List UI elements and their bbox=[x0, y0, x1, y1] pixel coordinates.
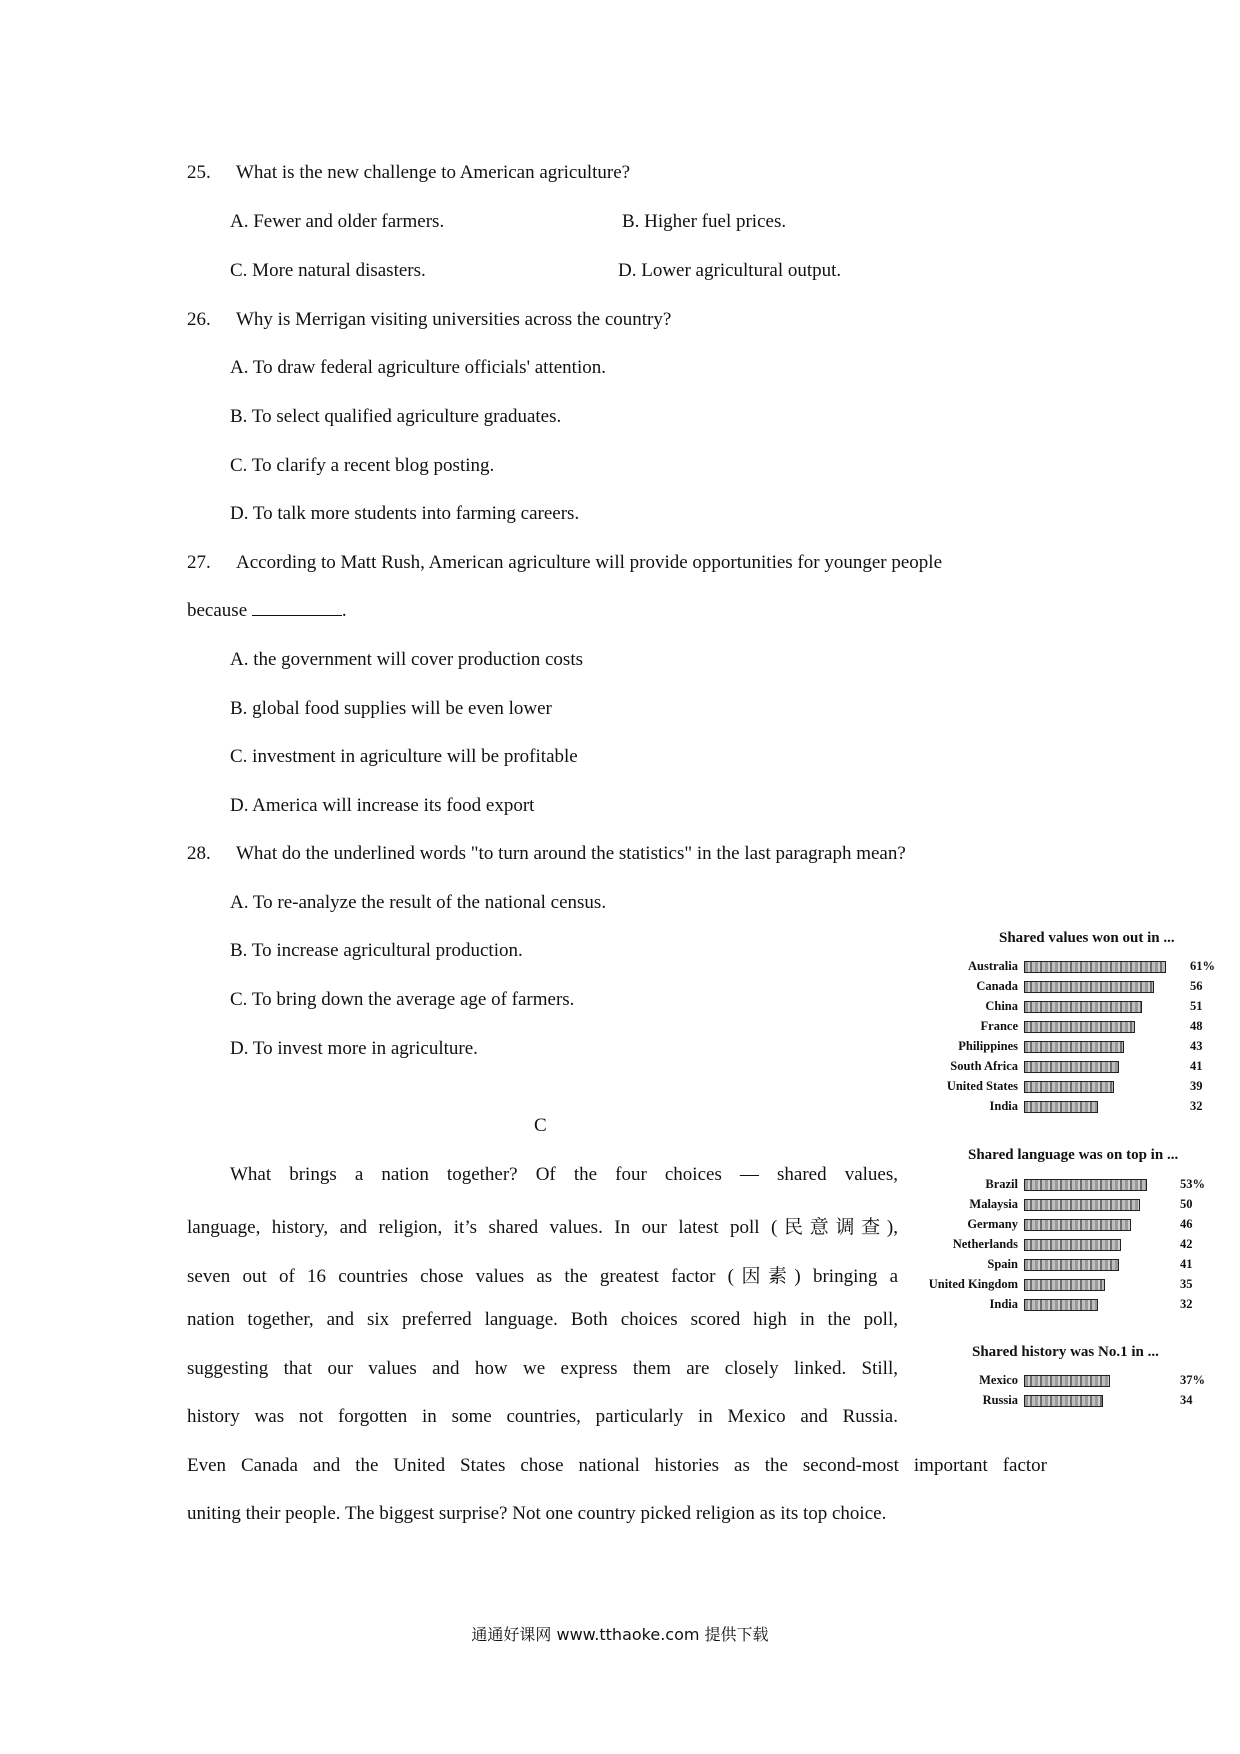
bar-value: 50 bbox=[1180, 1197, 1193, 1211]
option-27-a: A. the government will cover production costs bbox=[230, 649, 584, 670]
bar-label: Brazil bbox=[985, 1177, 1018, 1191]
option-28-d: D. To invest more in agriculture. bbox=[230, 1038, 478, 1059]
bar-value: 56 bbox=[1190, 979, 1203, 993]
passage-line: language, history, and religion, it’s shared values. In our latest poll (民意调查), bbox=[187, 1217, 898, 1238]
bar bbox=[1024, 1259, 1119, 1271]
section-letter: C bbox=[534, 1115, 547, 1136]
option-26-a: A. To draw federal agriculture officials' attention. bbox=[230, 357, 606, 378]
passage-line: What brings a nation together? Of the four choices — shared values, bbox=[230, 1164, 898, 1185]
bar bbox=[1024, 1001, 1142, 1013]
bar-label: France bbox=[980, 1019, 1018, 1033]
question-number: 25. bbox=[187, 162, 211, 183]
bar-label: Russia bbox=[982, 1393, 1018, 1407]
bar bbox=[1024, 1021, 1135, 1033]
bar bbox=[1024, 1041, 1124, 1053]
bar-value: 51 bbox=[1190, 999, 1203, 1013]
bar-value: 61% bbox=[1190, 959, 1215, 973]
bar-value: 53% bbox=[1180, 1177, 1205, 1191]
passage-line: uniting their people. The biggest surprise? Not one country picked religion as its top choice. bbox=[187, 1503, 887, 1524]
question-25-stem: 25. What is the new challenge to American agriculture? bbox=[187, 162, 631, 183]
bar-value: 48 bbox=[1190, 1019, 1203, 1033]
bar bbox=[1024, 981, 1154, 993]
option-25-d: D. Lower agricultural output. bbox=[618, 260, 842, 281]
bar bbox=[1024, 1081, 1114, 1093]
bar-label: South Africa bbox=[950, 1059, 1018, 1073]
passage-line: Even Canada and the United States chose national histories as the second-most important factor bbox=[187, 1455, 1047, 1476]
bar-label: Mexico bbox=[979, 1373, 1018, 1387]
option-26-b: B. To select qualified agriculture graduates. bbox=[230, 406, 562, 427]
chart-title: Shared language was on top in ... bbox=[968, 1147, 1179, 1163]
bar-value: 37% bbox=[1180, 1373, 1205, 1387]
bar-label: Netherlands bbox=[952, 1237, 1018, 1251]
question-number: 28. bbox=[187, 843, 211, 864]
passage-line: seven out of 16 countries chose values as the greatest factor (因素) bringing a bbox=[187, 1266, 898, 1287]
footer-source: 通通好课网 www.tthaoke.com 提供下载 bbox=[471, 1625, 769, 1644]
bar bbox=[1024, 1239, 1121, 1251]
option-28-b: B. To increase agricultural production. bbox=[230, 940, 523, 961]
bar-label: China bbox=[985, 999, 1018, 1013]
option-28-c: C. To bring down the average age of farmers. bbox=[230, 989, 575, 1010]
bar-value: 32 bbox=[1190, 1099, 1203, 1113]
bar bbox=[1024, 1279, 1105, 1291]
question-number: 27. bbox=[187, 552, 211, 573]
option-28-a: A. To re-analyze the result of the national census. bbox=[230, 892, 607, 913]
option-27-d: D. America will increase its food export bbox=[230, 795, 535, 816]
bar-label: Canada bbox=[976, 979, 1018, 993]
option-26-c: C. To clarify a recent blog posting. bbox=[230, 455, 495, 476]
question-number: 26. bbox=[187, 309, 211, 330]
bar-value: 41 bbox=[1190, 1059, 1203, 1073]
bar-value: 34 bbox=[1180, 1393, 1193, 1407]
passage-line: suggesting that our values and how we express them are closely linked. Still, bbox=[187, 1358, 898, 1379]
question-27-stem-continued: because . bbox=[187, 600, 347, 621]
bar bbox=[1024, 1199, 1140, 1211]
option-25-b: B. Higher fuel prices. bbox=[622, 211, 787, 232]
bar-label: United States bbox=[946, 1079, 1018, 1093]
bar bbox=[1024, 1061, 1119, 1073]
bar bbox=[1024, 1219, 1131, 1231]
bar-label: India bbox=[989, 1099, 1018, 1113]
bar-label: Spain bbox=[987, 1257, 1018, 1271]
bar-value: 41 bbox=[1180, 1257, 1193, 1271]
bar bbox=[1024, 1375, 1110, 1387]
option-25-c: C. More natural disasters. bbox=[230, 260, 426, 281]
bar-label: United Kingdom bbox=[928, 1277, 1018, 1291]
bar-value: 39 bbox=[1190, 1079, 1203, 1093]
bar-label: Philippines bbox=[958, 1039, 1018, 1053]
bar-value: 42 bbox=[1180, 1237, 1193, 1251]
chart-title: Shared values won out in ... bbox=[999, 930, 1175, 946]
passage-line: nation together, and six preferred language. Both choices scored high in the poll, bbox=[187, 1309, 898, 1330]
bar-value: 32 bbox=[1180, 1297, 1193, 1311]
bar bbox=[1024, 1101, 1098, 1113]
bar bbox=[1024, 1395, 1103, 1407]
option-25-a: A. Fewer and older farmers. bbox=[230, 211, 445, 232]
bar bbox=[1024, 1179, 1147, 1191]
option-27-c: C. investment in agriculture will be profitable bbox=[230, 746, 578, 767]
chart-title: Shared history was No.1 in ... bbox=[972, 1344, 1159, 1360]
bar-label: Germany bbox=[967, 1217, 1018, 1231]
bar-value: 43 bbox=[1190, 1039, 1203, 1053]
bar-value: 46 bbox=[1180, 1217, 1193, 1231]
bar-value: 35 bbox=[1180, 1277, 1193, 1291]
option-27-b: B. global food supplies will be even lower bbox=[230, 698, 552, 719]
bar-label: Australia bbox=[968, 959, 1018, 973]
bar bbox=[1024, 961, 1166, 973]
bar-label: Malaysia bbox=[969, 1197, 1018, 1211]
bar-label: India bbox=[989, 1297, 1018, 1311]
passage-line: history was not forgotten in some countries, particularly in Mexico and Russia. bbox=[187, 1406, 898, 1427]
answer-blank bbox=[252, 601, 342, 616]
option-26-d: D. To talk more students into farming careers. bbox=[230, 503, 580, 524]
question-28-stem: 28. What do the underlined words "to turn around the statistics" in the last paragraph mean? bbox=[187, 843, 906, 864]
bar bbox=[1024, 1299, 1098, 1311]
question-27-stem: 27. According to Matt Rush, American agriculture will provide opportunities for younger people bbox=[187, 552, 942, 573]
question-26-stem: 26. Why is Merrigan visiting universities across the country? bbox=[187, 309, 672, 330]
